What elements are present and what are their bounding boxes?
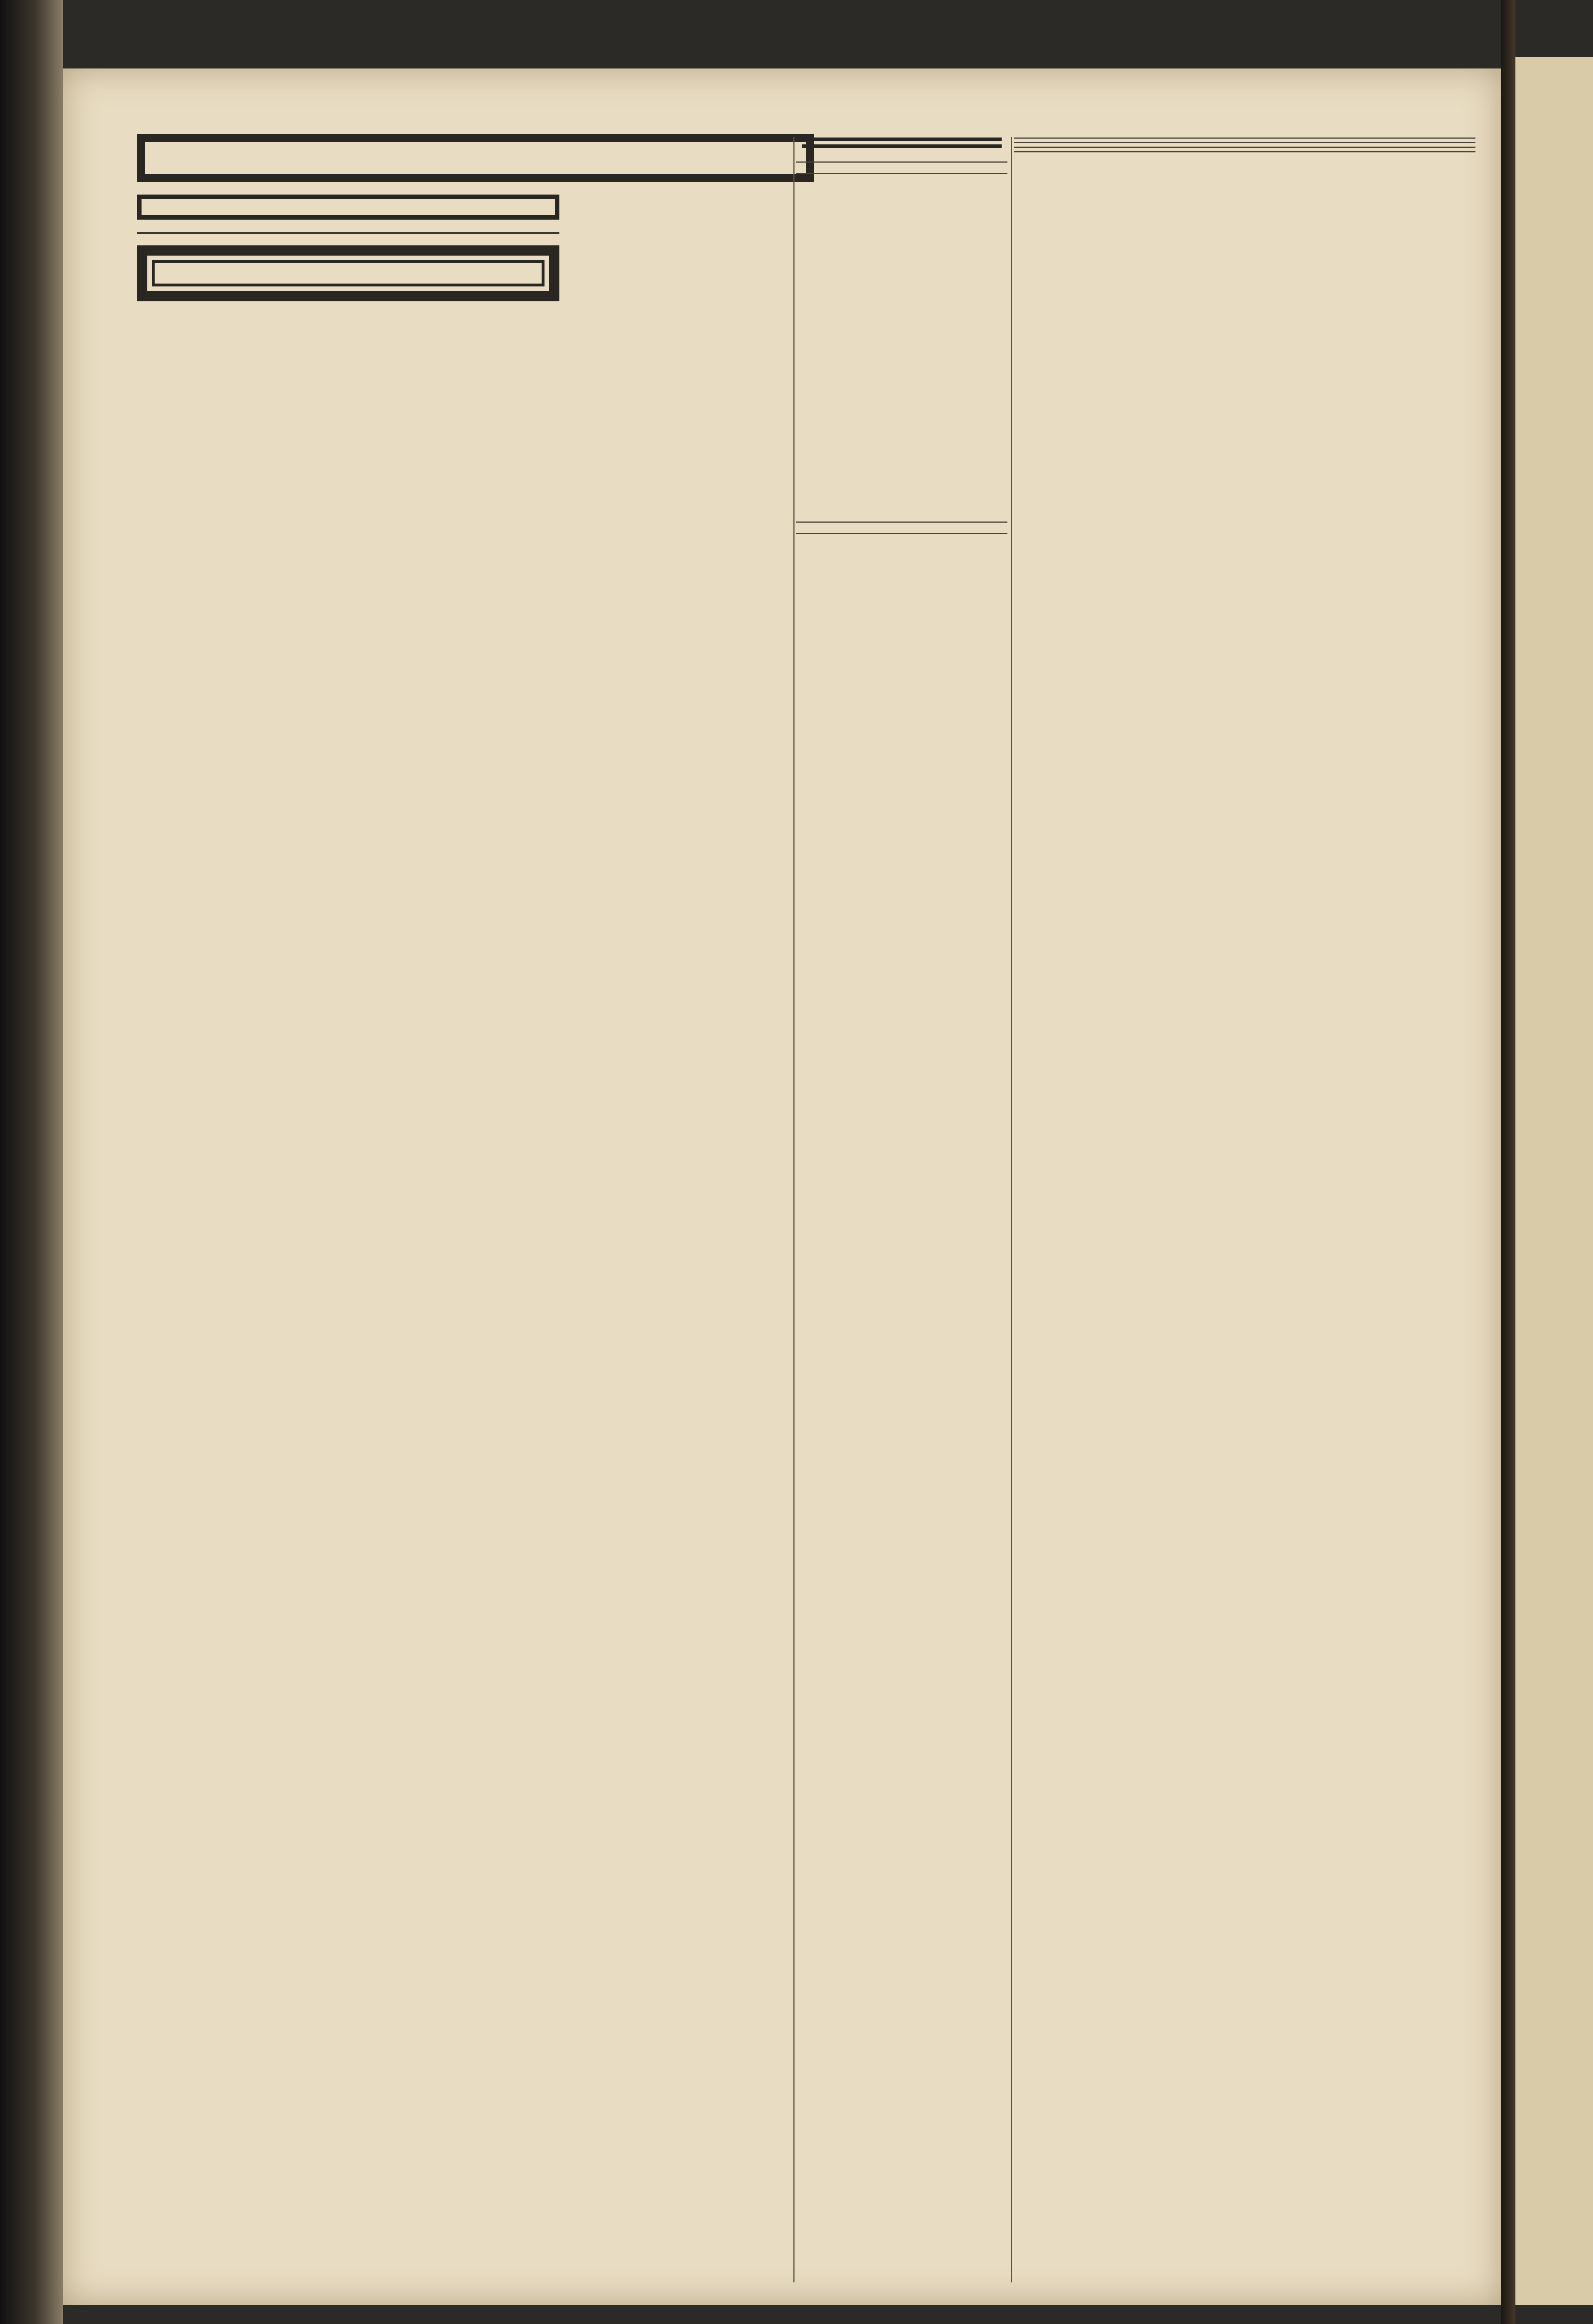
next-page-number (1515, 57, 1593, 205)
laden-ad (796, 151, 1007, 163)
moebl2-ad (796, 523, 1007, 534)
book-edge (0, 0, 63, 2324)
student-ad (796, 511, 1007, 523)
next-page-fragment (1515, 57, 1593, 2305)
column-rule-2 (1011, 137, 1012, 2282)
column-3 (1014, 134, 1475, 152)
laden-label (802, 144, 1002, 148)
schmidt-ad (137, 245, 559, 301)
moebl-zimmer-label (802, 138, 1002, 141)
adolf-anzeige (137, 195, 559, 220)
todes-anzeige (137, 134, 814, 182)
column-2-lower (796, 508, 1007, 537)
newspaper-page (63, 68, 1501, 2305)
column-2 (796, 134, 1007, 174)
holzsubmission (137, 232, 559, 234)
stallungen-ad (796, 163, 1007, 174)
spine-gap (1501, 0, 1515, 2324)
column-rule-1 (793, 137, 795, 2282)
column-1 (137, 134, 559, 324)
